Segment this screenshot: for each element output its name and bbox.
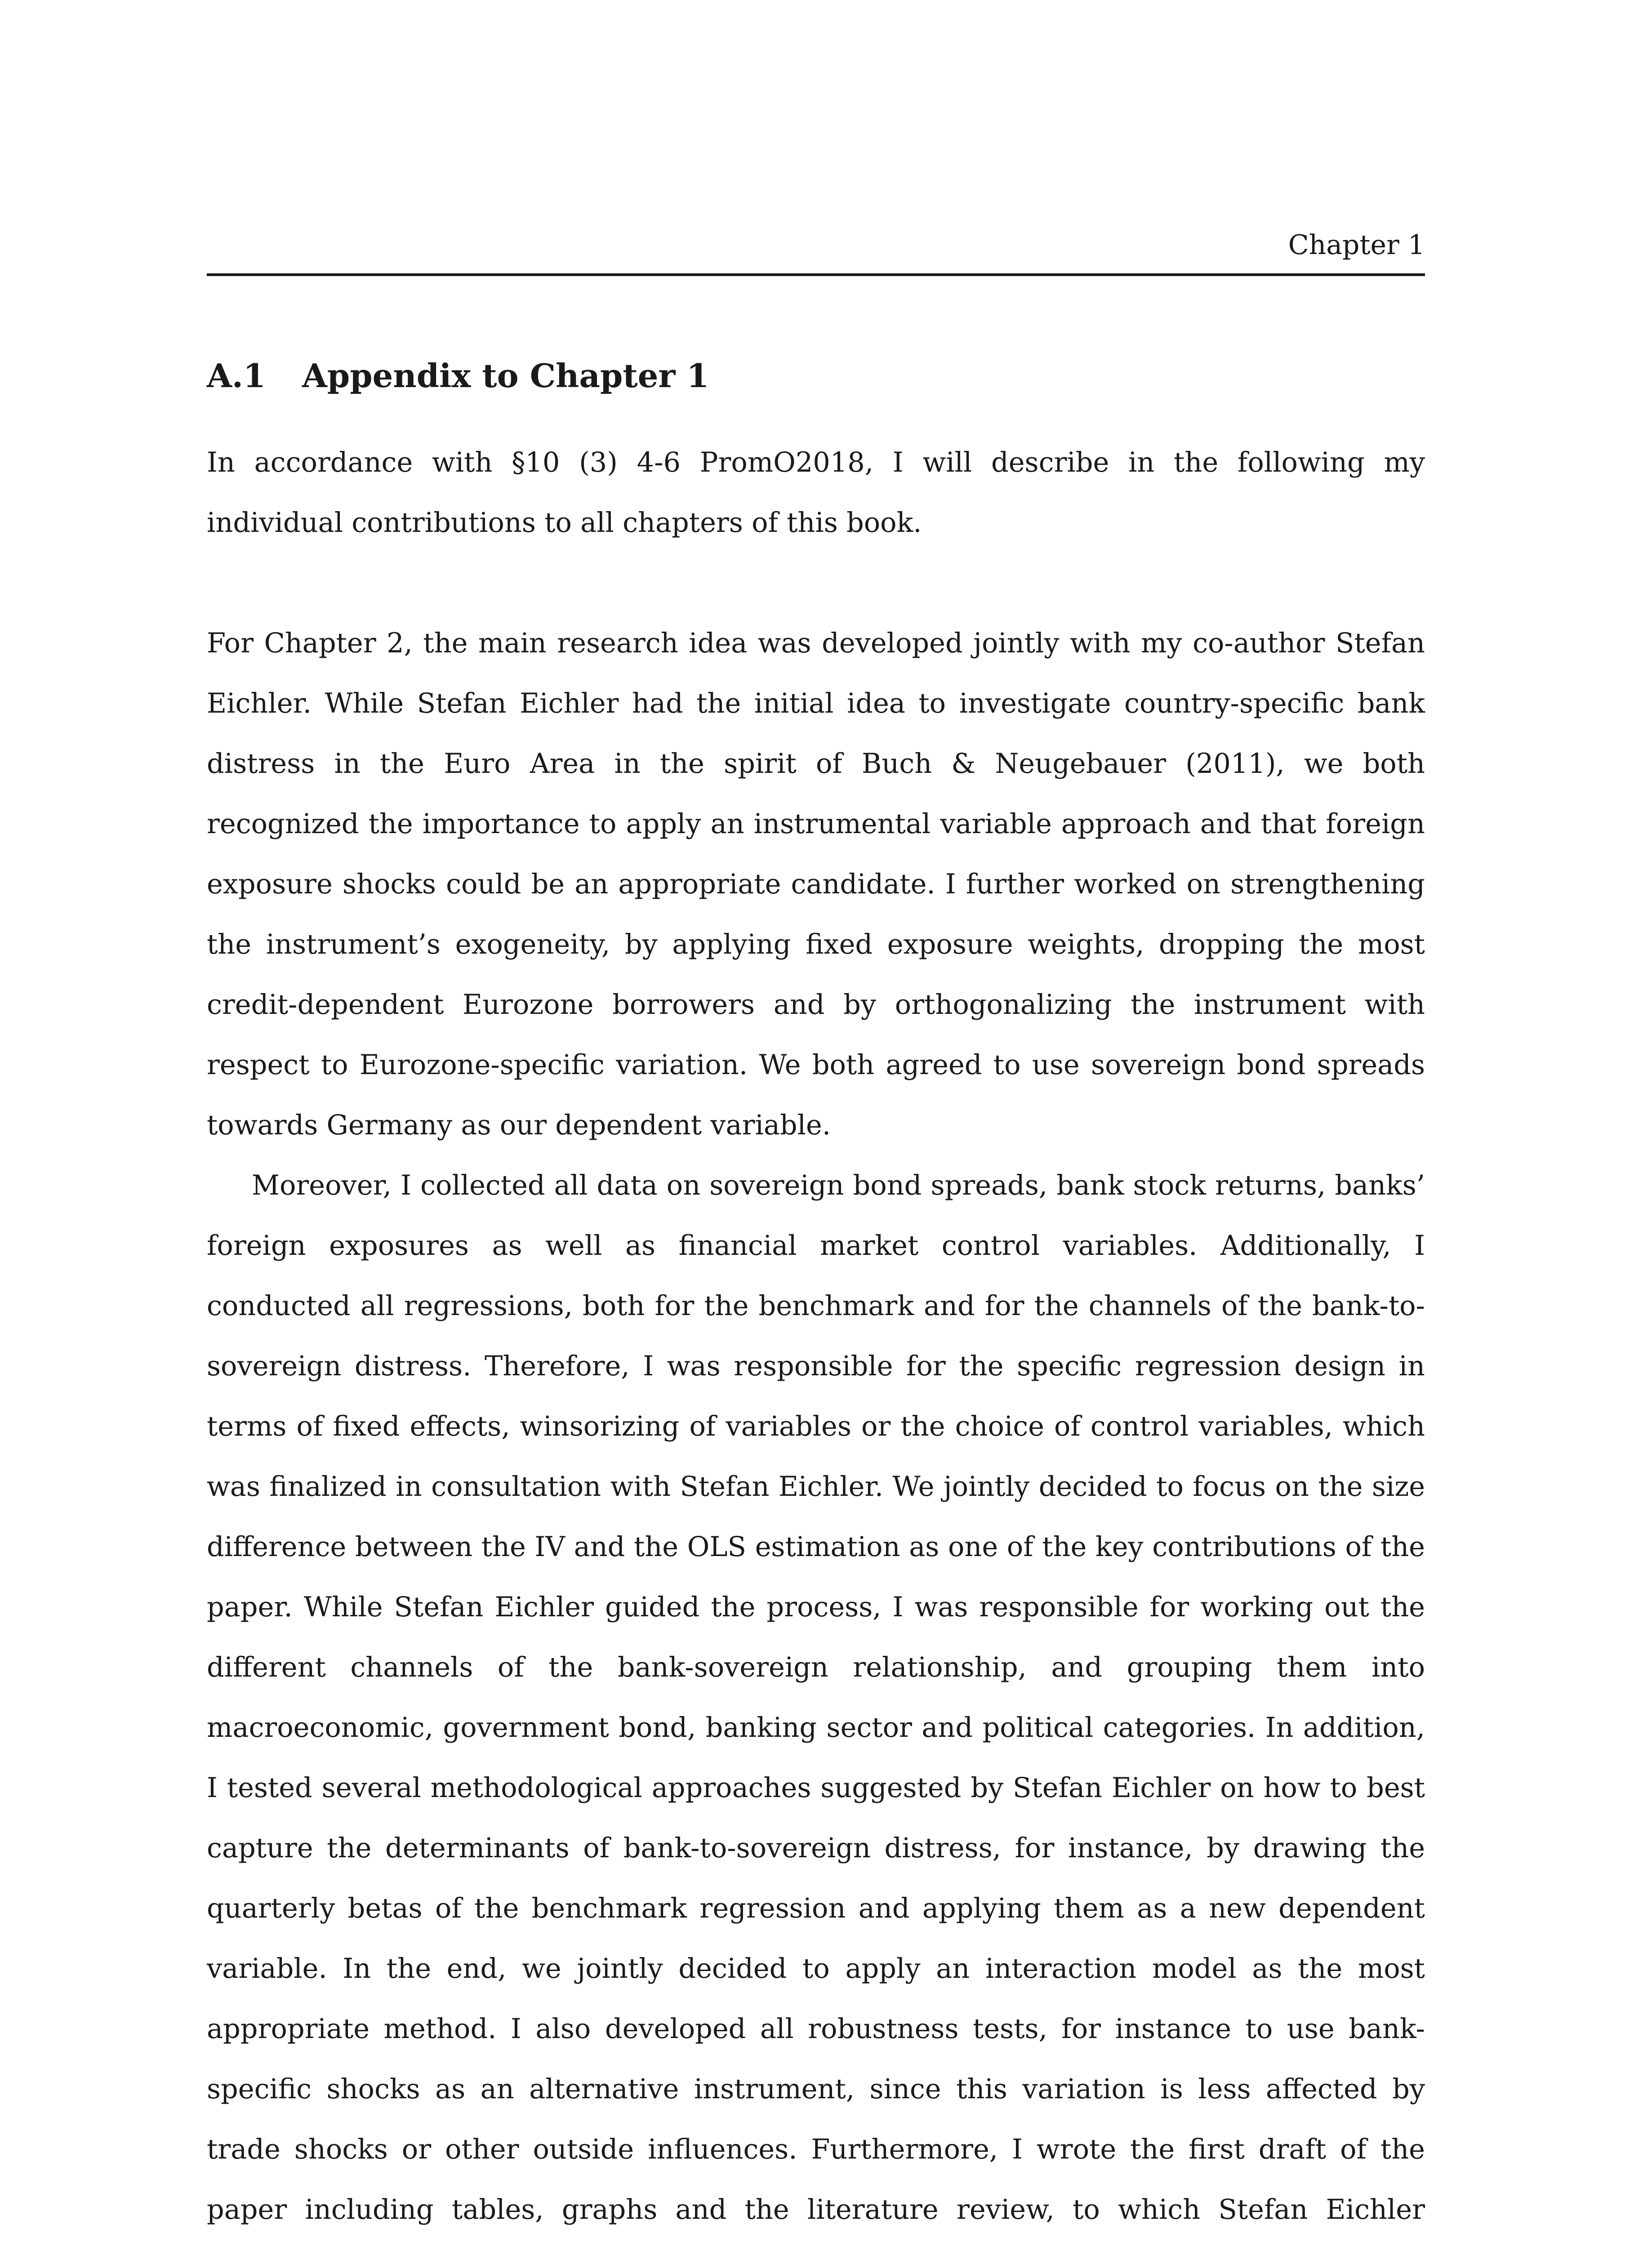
section-number: A.1 (207, 357, 266, 395)
section-title: Appendix to Chapter 1 (302, 357, 709, 395)
body-text (207, 433, 1425, 2248)
running-head: Chapter 1 (1288, 229, 1425, 261)
paragraph-chapter-2: For Chapter 2, the main research idea was developed jointly with my co-author Stefan Eichler. While Stefan Eichler had the initial idea to investigate country-specific bank distress in the Euro Area in the spirit of Buch & Neugebauer (2011), we both recognized the importance to apply an instrumental variable approach and that foreign exposure shocks could be an appropriate candidate. I further worked on strengthening the instrument’s exogeneity, by applying fixed exposure weights, dropping the most credit-dependent Eurozone borrowers and by orthogonalizing the instrument with respect to Eurozone-specific variation. We both agreed to use sovereign bond spreads towards Germany as our dependent variable. (207, 628, 1425, 1141)
paragraph-intro: In accordance with §10 (3) 4-6 PromO2018, I will describe in the following my individual contributions to all chapters of this book. (207, 447, 1425, 539)
section-heading (207, 357, 1425, 395)
paragraph-contributions: Moreover, I collected all data on sovereign bond spreads, bank stock returns, banks’ foreign exposures as well as financial market control variables. Additionally, I conducted all regressions, both for the benchmark and for the channels of the bank-to-sovereign distress. Therefore, I was responsible for the specific regression design in terms of fixed effects, winsorizing of variables or the choice of control variables, which was finalized in consultation with Stefan Eichler. We jointly decided to focus on the size difference between the IV and the OLS estimation as one of the key contributions of the paper. While Stefan Eichler guided the process, I was responsible for working out the different channels of the bank-sovereign relationship, and grouping them into macroeconomic, government bond, banking sector and political categories. In addition, I tested several methodological approaches suggested by Stefan Eichler on how to best capture the determinants of bank-to-sovereign distress, for instance, by drawing the quarterly betas of the benchmark regression and applying them as a new dependent variable. In the end, we jointly decided to apply an interaction model as the most appropriate method. I also developed all robustness tests, for instance to use bank-specific shocks as an alternative instrument, since this variation is less affected by trade shocks or other outside influences. Furthermore, I wrote the first draft of the paper including tables, graphs and the literature review, to which Stefan Eichler (207, 1170, 1425, 2226)
header-rule (207, 273, 1425, 276)
